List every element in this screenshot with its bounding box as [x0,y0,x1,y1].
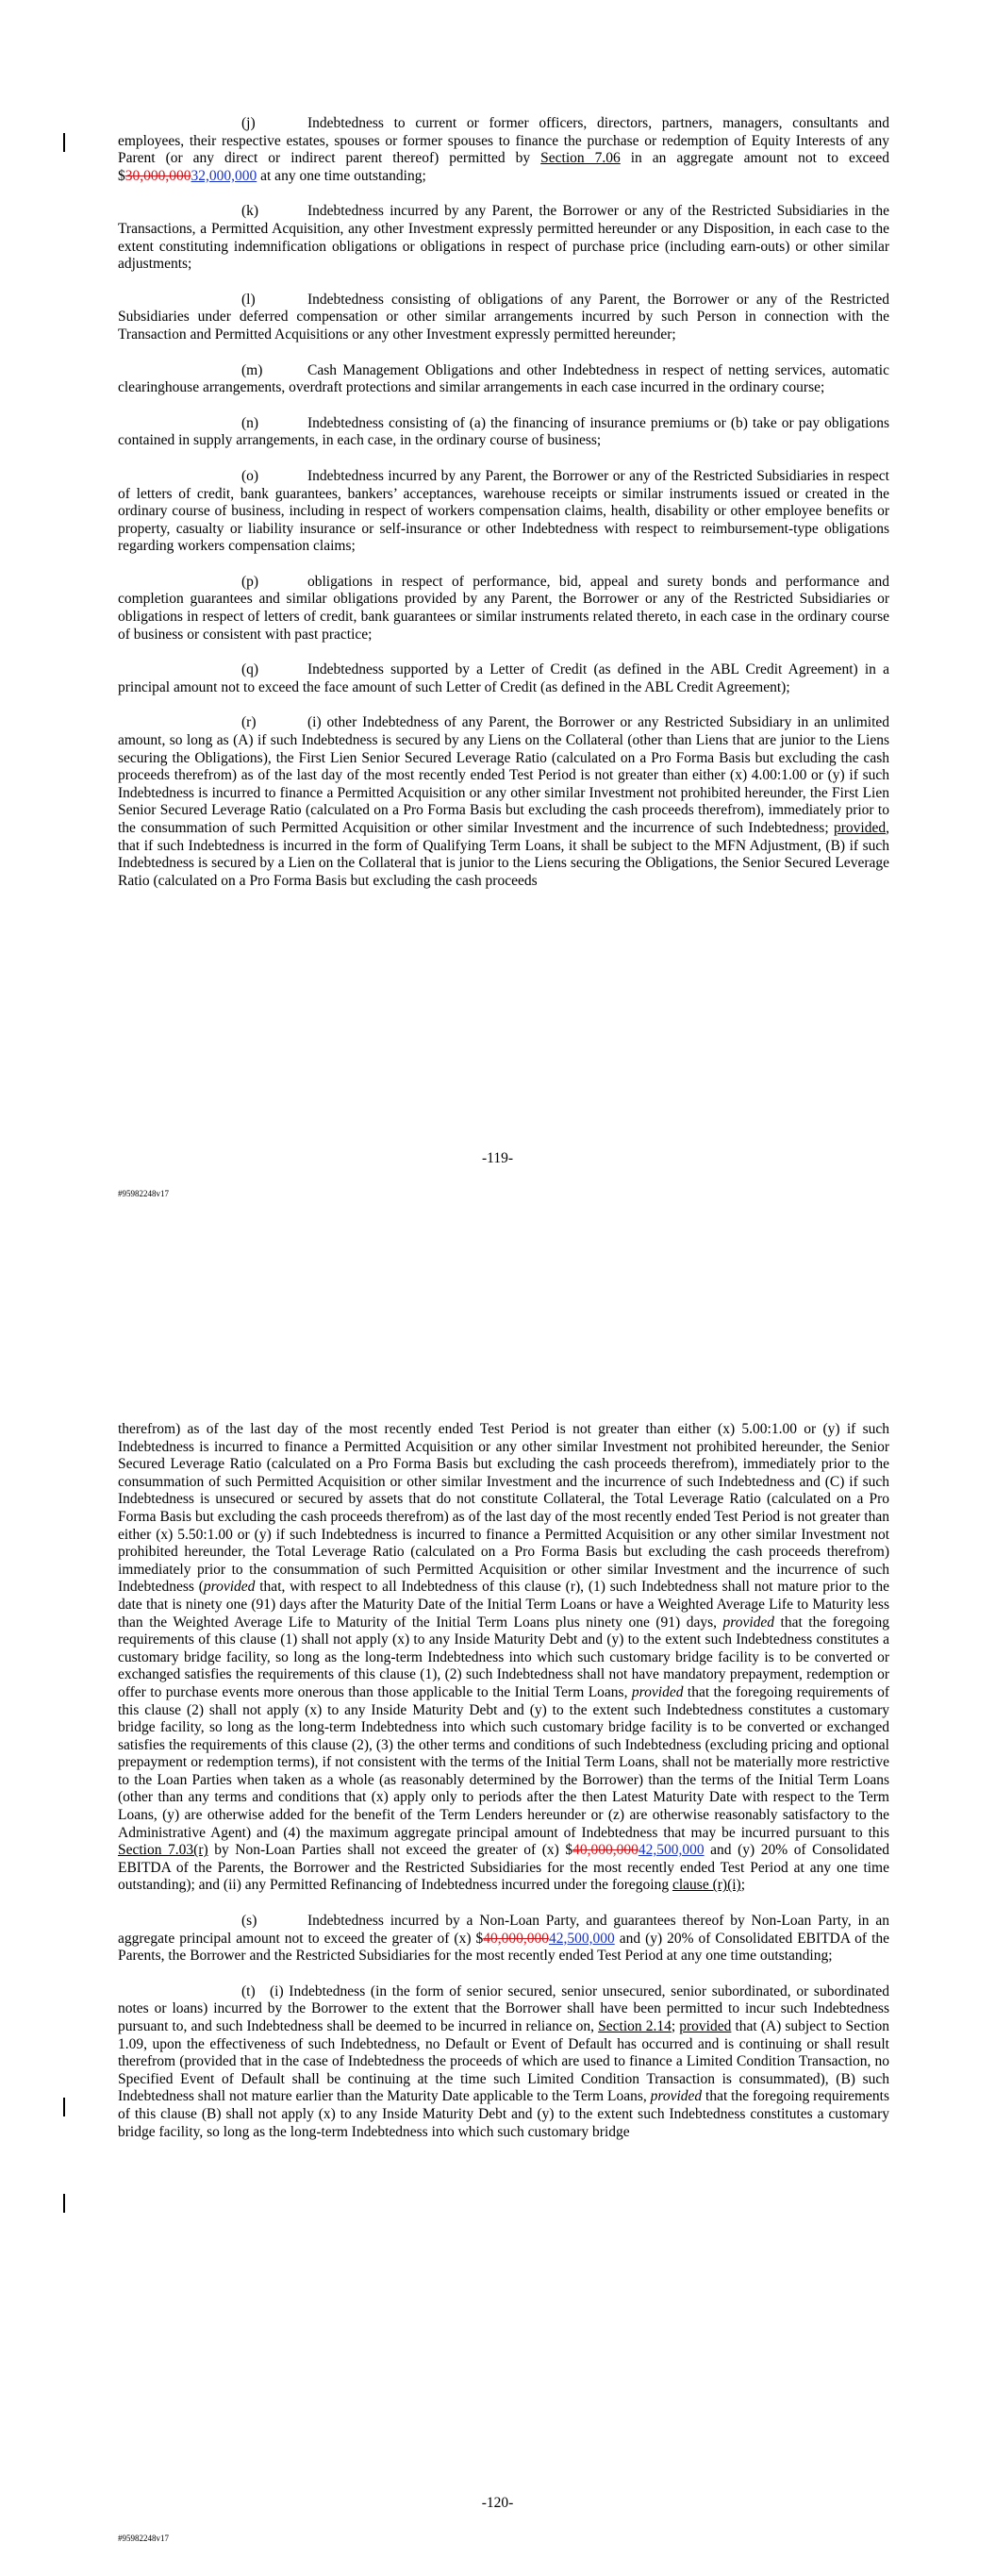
page-119 [0,0,995,1227]
clause-q: (q) Indebtedness supported by a Letter of Credit (as defined in the ABL Credit Agreement) in a principal amount not to exceed the face amount of such Letter of Credit (as defined in the ABL Credit Agreement); [118,661,889,695]
section-reference: Section 7.03(r) [118,1842,208,1859]
clause-label: (l) [241,291,256,308]
inserted-amount: 42,500,000 [548,1930,615,1947]
clause-label: (s) [241,1913,257,1930]
change-bar [63,133,65,152]
inserted-amount: 42,500,000 [638,1842,705,1859]
clause-label: (k) [241,203,259,220]
clause-label: (m) [241,361,263,378]
inserted-amount: 32,000,000 [191,167,257,184]
clause-reference: clause (r)(i) [672,1877,741,1894]
change-bar [63,2098,65,2116]
clause-l: (l) Indebtedness consisting of obligations of any Parent, the Borrower or any of the Restricted Subsidiaries under deferred compensation or other similar arrangements incurred by such Person in connection with the Transaction and Permitted Acquisitions or any other Investment expressly permitted hereunder; [118,291,889,343]
clause-r-continued: therefrom) as of the last day of the most recently ended Test Period is not greater than either (x) 5.00:1.00 or (y) if such Indebtedness is incurred to finance a Permitted Acquisition or any other similar Investment not prohibited hereunder, the Senior Secured Leverage Ratio (calculated on a Pro Forma Basis but excluding the cash proceeds therefrom), immediately prior to the consummation of such Permitted Acquisition or other similar Investment and the incurrence of such Indebtedness and (C) if such Indebtedness is unsecured or secured by assets that do not constitute Collateral, the Total Leverage Ratio (calculated on a Pro Forma Basis but excluding the cash proceeds therefrom) as of the last day of the most recently ended Test Period is not greater than either (x) 5.50:1.00 or (y) if such Indebtedness is incurred to finance a Permitted Acquisition or any other similar Investment not prohibited hereunder, the Total Leverage Ratio (calculated on a Pro Forma Basis but excluding the cash proceeds therefrom) immediately prior to the consummation of such Permitted Acquisition or other similar Investment and the incurrence of such Indebtedness (provided that, with respect to all Indebtedness of this clause (r), (1) such Indebtedness shall not mature prior to the date that is ninety one (91) days after the Maturity Date of the Initial Term Loans or have a Weighted Average Life to Maturity less than the Weighted Average Life to Maturity of the Initial Term Loans plus ninety one (91) days, provided that the foregoing requirements of this clause (1) shall not apply (x) to any Inside Maturity Debt and (y) to the extent such Indebtedness constitutes a customary bridge facility, so long as the long-term Indebtedness into which such customary bridge facility is to be converted or exchanged satisfies the requirements of this clause (1), (2) such Indebtedness shall not have mandatory prepayment, redemption or offer to purchase events more onerous than those applicable to the Initial Term Loans, provided that the foregoing requirements of this clause (2) shall not apply (x) to any Inside Maturity Debt and (y) to the extent such Indebtedness constitutes a customary bridge facility, so long as the long-term Indebtedness into which such customary bridge facility is to be converted or exchanged satisfies the requirements of this clause (2), (3) the other terms and conditions of such Indebtedness (excluding pricing and optional prepayment or redemption terms), if not consistent with the terms of the Initial Term Loans, shall not be materially more restrictive to the Loan Parties when taken as a whole (as reasonably determined by the Borrower) than the terms of the Initial Term Loans (other than any terms and conditions that (x) apply only to periods after the then Latest Maturity Date with respect to the Term Loans, (y) are otherwise added for the benefit of the Term Lenders hereunder or (z) are otherwise reasonably satisfactory to the Administrative Agent) and (4) the maximum aggregate principal amount of Indebtedness that may be incurred pursuant to this Section 7.03(r) by Non-Loan Parties shall not exceed the greater of (x) $40,000,00042,500,000 and (y) 20% of Consolidated EBITDA of the Parents, the Borrower and the Restricted Subsidiaries for the most recently ended Test Period at any one time outstanding); and (ii) any Permitted Refinancing of Indebtedness incurred under the foregoing clause (r)(i); [118,1421,889,1894]
clause-o: (o) Indebtedness incurred by any Parent, the Borrower or any of the Restricted Subsidiaries in respect of letters of credit, bank guarantees, bankers’ acceptances, warehouse receipts or similar instruments issued or created in the ordinary course of business, including in respect of workers compensation claims, health, disability or other employee benefits or property, casualty or liability insurance or self-insurance or other Indebtedness with respect to reimbursement-type obligations regarding workers compensation claims; [118,467,889,555]
clause-s: (s) Indebtedness incurred by a Non-Loan Party, and guarantees thereof by Non-Loan Party, in an aggregate principal amount not to exceed the greater of (x) $40,000,00042,500,000 and (y) 20% of Consolidated EBITDA of the Parents, the Borrower and the Restricted Subsidiaries for the most recently ended Test Period at any one time outstanding; [118,1913,889,1965]
change-bar [63,2194,65,2213]
provided-underlined: provided [834,820,887,836]
provided-underlined: provided [679,2018,732,2034]
section-reference: Section 7.06 [540,150,621,167]
page-119-body [118,115,889,908]
deleted-amount: 40,000,000 [572,1842,638,1859]
clause-t: (t) (i) Indebtedness (in the form of senior secured, senior unsecured, senior subordinated, or subordinated notes or loans) incurred by the Borrower to the extent that the Borrower shall have been permitted to incur such Indebtedness pursuant to, and such Indebtedness shall be deemed to be incurred in reliance on, Section 2.14; provided that (A) subject to Section 1.09, upon the effectiveness of such Indebtedness, no Default or Event of Default has occurred and is continuing or shall result therefrom (provided that in the case of Indebtedness the proceeds of which are used to finance a Limited Condition Transaction, no Specified Event of Default shall be continuing at the time such Limited Condition Transaction is consummated), (B) such Indebtedness shall not mature earlier than the Maturity Date applicable to the Term Loans, provided that the foregoing requirements of this clause (B) shall not apply (x) to any Inside Maturity Debt and (y) to the extent such Indebtedness constitutes a customary bridge facility, so long as the long-term Indebtedness into which such customary bridge [118,1982,890,2140]
clause-p: (p) obligations in respect of performance, bid, appeal and surety bonds and performance and completion guarantees and similar obligations provided by any Parent, the Borrower or any of the Restricted Subsidiaries or obligations in respect of letters of credit, bank guarantees or similar instruments related thereto, in each case in the ordinary course of business or consistent with past practice; [118,573,889,643]
page-120-body [118,1421,889,2159]
clause-m: (m) Cash Management Obligations and other Indebtedness in respect of netting services, automatic clearinghouse arrangements, overdraft protections and similar arrangements in each case incurred in the ordinary course; [118,361,889,396]
clause-k: (k) Indebtedness incurred by any Parent, the Borrower or any of the Restricted Subsidiaries in the Transactions, a Permitted Acquisition, any other Investment expressly permitted hereunder or any Disposition, in each case to the extent constituting indemnification obligations or obligations in respect of purchase price (including earn-outs) or other similar adjustments; [118,203,889,273]
page-120 [0,1288,995,2576]
document-id: #95982248v17 [118,1189,169,1198]
clause-n: (n) Indebtedness consisting of (a) the financing of insurance premiums or (b) take or pay obligations contained in supply arrangements, in each case, in the ordinary course of business; [118,414,889,449]
document-id: #95982248v17 [118,2534,169,2543]
deleted-amount: 30,000,000 [124,167,191,184]
clause-label: (q) [241,661,259,678]
page-number: -120- [481,2495,514,2511]
clause-r: (r) (i) other Indebtedness of any Parent, the Borrower or any Restricted Subsidiary in an unlimited amount, so long as (A) if such Indebtedness is secured by any Liens on the Collateral (other than Liens that are junior to the Liens securing the Obligations), the First Lien Senior Secured Leverage Ratio (calculated on a Pro Forma Basis but excluding the cash proceeds therefrom) as of the last day of the most recently ended Test Period is not greater than either (x) 4.00:1.00 or (y) if such Indebtedness is incurred to finance a Permitted Acquisition or any other similar Investment not prohibited hereunder, the First Lien Senior Secured Leverage Ratio (calculated on a Pro Forma Basis but excluding the cash proceeds therefrom), immediately prior to the consummation of such Permitted Acquisition or other similar Investment and the incurrence of such Indebtedness; provided, that if such Indebtedness is incurred in the form of Qualifying Term Loans, it shall be subject to the MFN Adjustment, (B) if such Indebtedness is secured by a Lien on the Collateral that is junior to the Liens securing the Obligations, the Senior Secured Leverage Ratio (calculated on a Pro Forma Basis but excluding the cash proceeds [118,714,889,889]
clause-j: (j) Indebtedness to current or former officers, directors, partners, managers, consultants and employees, their respective estates, spouses or former spouses to finance the purchase or redemption of Equity Interests of any Parent (or any direct or indirect parent thereof) permitted by Section 7.06 in an aggregate amount not to exceed $30,000,00032,000,000 at any one time outstanding; [118,115,889,184]
clause-label: (p) [241,573,259,590]
page-number: -119- [482,1150,513,1166]
clause-label: (n) [241,414,259,431]
clause-label: (j) [241,115,256,131]
section-reference: Section 2.14 [598,2018,672,2034]
deleted-amount: 40,000,000 [483,1930,549,1947]
clause-label: (o) [241,467,259,484]
clause-label: (r) [241,714,257,731]
clause-label: (t) [241,1982,256,1999]
